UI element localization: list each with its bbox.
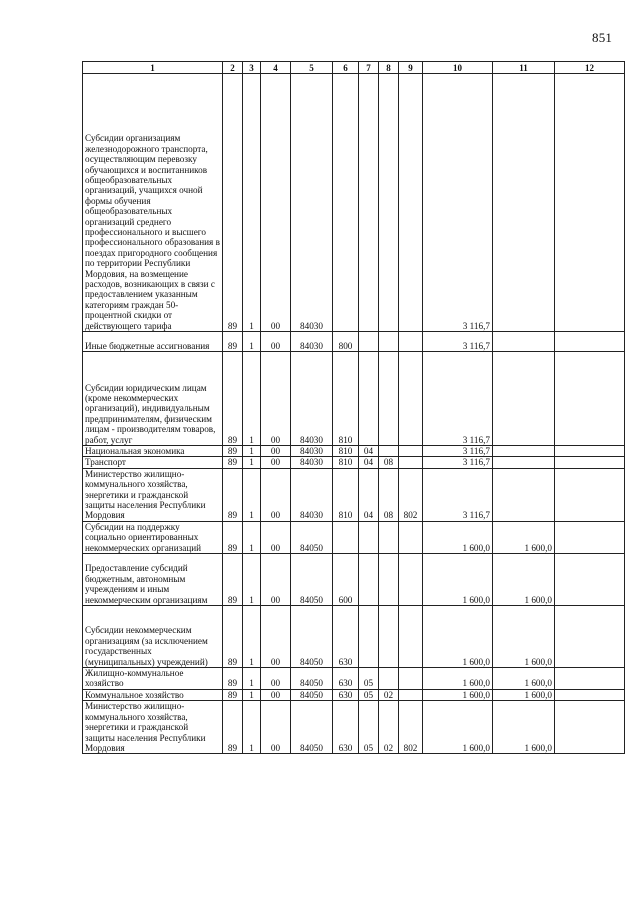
cell-c3: 1 bbox=[243, 701, 261, 754]
cell-c6: 630 bbox=[333, 668, 359, 690]
cell-c5: 84050 bbox=[291, 668, 333, 690]
cell-c11 bbox=[493, 457, 555, 468]
cell-c6: 800 bbox=[333, 332, 359, 352]
cell-c3: 1 bbox=[243, 468, 261, 521]
cell-c4: 00 bbox=[261, 352, 291, 446]
cell-c8 bbox=[379, 606, 399, 668]
cell-c5: 84050 bbox=[291, 521, 333, 553]
cell-c10: 1 600,0 bbox=[423, 554, 493, 606]
row-name: Транспорт bbox=[83, 457, 223, 468]
cell-c8: 08 bbox=[379, 457, 399, 468]
row-name: Национальная экономика bbox=[83, 446, 223, 457]
column-header-3: 3 bbox=[243, 62, 261, 74]
cell-c12 bbox=[555, 554, 625, 606]
budget-table bbox=[82, 61, 625, 754]
cell-c4: 00 bbox=[261, 668, 291, 690]
cell-c8 bbox=[379, 332, 399, 352]
cell-c10: 3 116,7 bbox=[423, 332, 493, 352]
column-header-10: 10 bbox=[423, 62, 493, 74]
cell-c2: 89 bbox=[223, 332, 243, 352]
cell-c11: 1 600,0 bbox=[493, 701, 555, 754]
table-row bbox=[83, 606, 625, 668]
cell-c9 bbox=[399, 352, 423, 446]
cell-c4: 00 bbox=[261, 701, 291, 754]
table-row bbox=[83, 457, 625, 468]
cell-c11: 1 600,0 bbox=[493, 668, 555, 690]
cell-c7 bbox=[359, 554, 379, 606]
cell-c2: 89 bbox=[223, 446, 243, 457]
cell-c2: 89 bbox=[223, 668, 243, 690]
header-row bbox=[83, 62, 625, 74]
cell-c8 bbox=[379, 446, 399, 457]
column-header-8: 8 bbox=[379, 62, 399, 74]
cell-c6: 810 bbox=[333, 457, 359, 468]
cell-c7: 04 bbox=[359, 468, 379, 521]
table-row bbox=[83, 332, 625, 352]
cell-c5: 84030 bbox=[291, 446, 333, 457]
cell-c5: 84050 bbox=[291, 701, 333, 754]
cell-c12 bbox=[555, 521, 625, 553]
cell-c2: 89 bbox=[223, 352, 243, 446]
cell-c8 bbox=[379, 668, 399, 690]
cell-c2: 89 bbox=[223, 521, 243, 553]
row-name: Субсидии организациям железнодорожного транспорта, осуществляющим перевозку обучающихся и воспитанников общеобразовательных организаций, учащихся очной формы обучения общеобразовательных организаций среднего профессионального и высшего профессионального образования в поездах пригородного сообщения по территории Республики Мордовия, на возмещение расходов, возникающих в связи с предоставлением указанным категориям граждан 50-процентной скидки от действующего тарифа bbox=[83, 74, 223, 332]
cell-c9 bbox=[399, 668, 423, 690]
cell-c3: 1 bbox=[243, 457, 261, 468]
cell-c10: 1 600,0 bbox=[423, 668, 493, 690]
cell-c11: 1 600,0 bbox=[493, 554, 555, 606]
cell-c7: 05 bbox=[359, 668, 379, 690]
cell-c10: 3 116,7 bbox=[423, 352, 493, 446]
row-name: Министерство жилищно-коммунального хозяйства, энергетики и гражданской защиты населения Республики Мордовия bbox=[83, 468, 223, 521]
cell-c4: 00 bbox=[261, 606, 291, 668]
row-name: Иные бюджетные ассигнования bbox=[83, 332, 223, 352]
cell-c2: 89 bbox=[223, 74, 243, 332]
cell-c12 bbox=[555, 468, 625, 521]
cell-c5: 84050 bbox=[291, 606, 333, 668]
cell-c6: 630 bbox=[333, 689, 359, 700]
cell-c10: 3 116,7 bbox=[423, 74, 493, 332]
row-name: Министерство жилищно-коммунального хозяйства, энергетики и гражданской защиты населения Республики Мордовия bbox=[83, 701, 223, 754]
cell-c6 bbox=[333, 74, 359, 332]
cell-c9 bbox=[399, 457, 423, 468]
cell-c6: 810 bbox=[333, 352, 359, 446]
cell-c3: 1 bbox=[243, 74, 261, 332]
cell-c12 bbox=[555, 74, 625, 332]
table-row bbox=[83, 554, 625, 606]
cell-c3: 1 bbox=[243, 689, 261, 700]
cell-c2: 89 bbox=[223, 701, 243, 754]
cell-c9 bbox=[399, 606, 423, 668]
cell-c4: 00 bbox=[261, 554, 291, 606]
column-header-11: 11 bbox=[493, 62, 555, 74]
table-row bbox=[83, 668, 625, 690]
cell-c5: 84030 bbox=[291, 332, 333, 352]
table-row bbox=[83, 74, 625, 332]
cell-c5: 84030 bbox=[291, 74, 333, 332]
table-row bbox=[83, 689, 625, 700]
cell-c7 bbox=[359, 74, 379, 332]
cell-c12 bbox=[555, 457, 625, 468]
cell-c5: 84030 bbox=[291, 468, 333, 521]
cell-c4: 00 bbox=[261, 74, 291, 332]
cell-c5: 84030 bbox=[291, 352, 333, 446]
cell-c3: 1 bbox=[243, 554, 261, 606]
row-name: Предоставление субсидий бюджетным, автономным учреждениям и иным некоммерческим организациям bbox=[83, 554, 223, 606]
cell-c2: 89 bbox=[223, 457, 243, 468]
cell-c4: 00 bbox=[261, 446, 291, 457]
cell-c12 bbox=[555, 332, 625, 352]
cell-c6: 810 bbox=[333, 446, 359, 457]
cell-c9 bbox=[399, 689, 423, 700]
column-header-9: 9 bbox=[399, 62, 423, 74]
cell-c7: 04 bbox=[359, 446, 379, 457]
cell-c7 bbox=[359, 521, 379, 553]
column-header-7: 7 bbox=[359, 62, 379, 74]
table-row bbox=[83, 701, 625, 754]
cell-c7: 05 bbox=[359, 689, 379, 700]
cell-c4: 00 bbox=[261, 689, 291, 700]
cell-c8 bbox=[379, 554, 399, 606]
cell-c12 bbox=[555, 352, 625, 446]
cell-c6: 630 bbox=[333, 701, 359, 754]
cell-c7: 05 bbox=[359, 701, 379, 754]
table-row bbox=[83, 468, 625, 521]
cell-c8 bbox=[379, 521, 399, 553]
cell-c10: 3 116,7 bbox=[423, 457, 493, 468]
cell-c8: 02 bbox=[379, 701, 399, 754]
column-header-6: 6 bbox=[333, 62, 359, 74]
cell-c12 bbox=[555, 668, 625, 690]
cell-c5: 84050 bbox=[291, 689, 333, 700]
cell-c9 bbox=[399, 554, 423, 606]
row-name: Субсидии на поддержку социально ориентированных некоммерческих организаций bbox=[83, 521, 223, 553]
cell-c3: 1 bbox=[243, 668, 261, 690]
cell-c6 bbox=[333, 521, 359, 553]
column-header-2: 2 bbox=[223, 62, 243, 74]
row-name: Субсидии некоммерческим организациям (за исключением государственных (муниципальных) учреждений) bbox=[83, 606, 223, 668]
cell-c4: 00 bbox=[261, 457, 291, 468]
cell-c5: 84050 bbox=[291, 554, 333, 606]
cell-c9: 802 bbox=[399, 468, 423, 521]
cell-c6: 630 bbox=[333, 606, 359, 668]
cell-c12 bbox=[555, 689, 625, 700]
cell-c7 bbox=[359, 606, 379, 668]
cell-c9 bbox=[399, 332, 423, 352]
cell-c11: 1 600,0 bbox=[493, 689, 555, 700]
column-header-1: 1 bbox=[83, 62, 223, 74]
row-name: Субсидии юридическим лицам (кроме некоммерческих организаций), индивидуальным предпринимателям, физическим лицам - производителям товаров, работ, услуг bbox=[83, 352, 223, 446]
column-header-5: 5 bbox=[291, 62, 333, 74]
cell-c9 bbox=[399, 446, 423, 457]
cell-c11 bbox=[493, 352, 555, 446]
cell-c11 bbox=[493, 446, 555, 457]
cell-c6: 600 bbox=[333, 554, 359, 606]
cell-c12 bbox=[555, 606, 625, 668]
page-number: 851 bbox=[592, 30, 613, 45]
cell-c6: 810 bbox=[333, 468, 359, 521]
cell-c4: 00 bbox=[261, 521, 291, 553]
cell-c5: 84030 bbox=[291, 457, 333, 468]
column-header-4: 4 bbox=[261, 62, 291, 74]
table-body bbox=[83, 74, 625, 754]
table-row bbox=[83, 352, 625, 446]
cell-c3: 1 bbox=[243, 446, 261, 457]
table-row bbox=[83, 521, 625, 553]
cell-c3: 1 bbox=[243, 521, 261, 553]
cell-c11 bbox=[493, 332, 555, 352]
cell-c2: 89 bbox=[223, 606, 243, 668]
cell-c4: 00 bbox=[261, 468, 291, 521]
cell-c10: 1 600,0 bbox=[423, 521, 493, 553]
cell-c8: 02 bbox=[379, 689, 399, 700]
table-row bbox=[83, 446, 625, 457]
cell-c2: 89 bbox=[223, 468, 243, 521]
cell-c3: 1 bbox=[243, 332, 261, 352]
cell-c2: 89 bbox=[223, 554, 243, 606]
cell-c11 bbox=[493, 468, 555, 521]
cell-c11 bbox=[493, 74, 555, 332]
cell-c8 bbox=[379, 352, 399, 446]
cell-c8: 08 bbox=[379, 468, 399, 521]
cell-c10: 3 116,7 bbox=[423, 446, 493, 457]
cell-c3: 1 bbox=[243, 606, 261, 668]
cell-c9: 802 bbox=[399, 701, 423, 754]
cell-c7 bbox=[359, 352, 379, 446]
cell-c10: 1 600,0 bbox=[423, 606, 493, 668]
cell-c10: 1 600,0 bbox=[423, 689, 493, 700]
row-name: Коммунальное хозяйство bbox=[83, 689, 223, 700]
cell-c8 bbox=[379, 74, 399, 332]
column-header-12: 12 bbox=[555, 62, 625, 74]
cell-c4: 00 bbox=[261, 332, 291, 352]
cell-c11: 1 600,0 bbox=[493, 606, 555, 668]
cell-c2: 89 bbox=[223, 689, 243, 700]
row-name: Жилищно-коммунальное хозяйство bbox=[83, 668, 223, 690]
cell-c12 bbox=[555, 446, 625, 457]
cell-c10: 3 116,7 bbox=[423, 468, 493, 521]
cell-c3: 1 bbox=[243, 352, 261, 446]
cell-c7: 04 bbox=[359, 457, 379, 468]
cell-c7 bbox=[359, 332, 379, 352]
cell-c12 bbox=[555, 701, 625, 754]
cell-c11: 1 600,0 bbox=[493, 521, 555, 553]
cell-c9 bbox=[399, 521, 423, 553]
cell-c9 bbox=[399, 74, 423, 332]
cell-c10: 1 600,0 bbox=[423, 701, 493, 754]
